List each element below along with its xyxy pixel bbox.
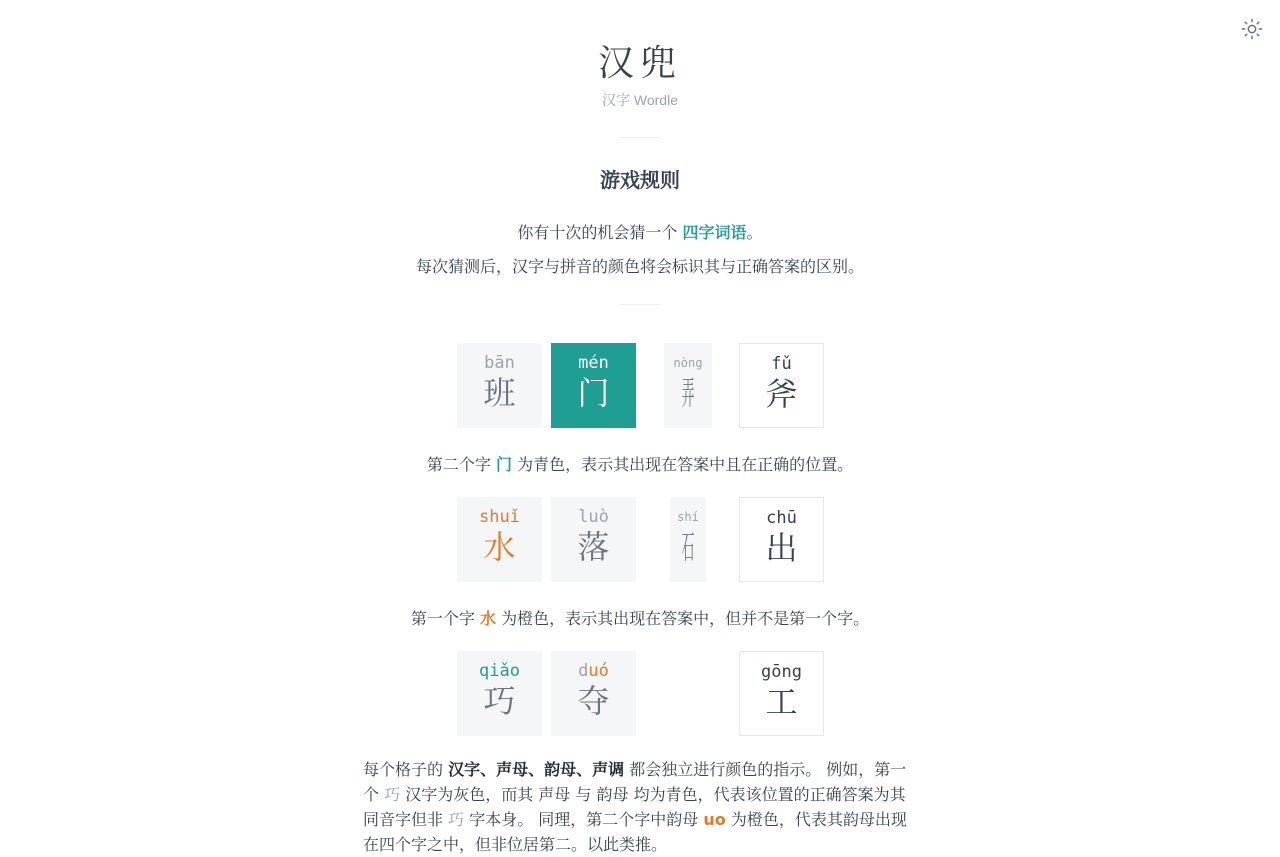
example-1-description: 第二个字 门 为青色，表示其出现在答案中且在正确的位置。 [426,455,854,474]
example-tile: gōng 工 [739,651,824,736]
example-tile-correct: mén 门 [551,343,636,428]
example-tile-flipping: nòng 弄 [664,343,712,428]
rules-intro-line-1: 你有十次的机会猜一个 四字词语。 [517,223,763,242]
sun-icon [1241,18,1263,40]
explanation-paragraph: 每个格子的 汉字、声母、韵母、声调 都会独立进行颜色的指示。 例如，第一个 巧 汉字为灰色，而其 声母 与 韵母 均为青色，代表该位置的正确答案为其同音字但非 巧 字本身。 同理，第二个字中韵母 uo 为橙色，代表其韵母出现在四个字之中，但非位居第二。以此类推。 [363,760,907,854]
app-title: 汉兜 [597,43,682,84]
header [0,40,1280,110]
divider [620,137,662,138]
example-tile-present: shuǐ 水 [457,497,542,582]
example-tile: duó 夺 [551,651,636,736]
four-char-idiom-highlight: 四字词语 [682,223,747,242]
rules-intro-line-2: 每次猜测后，汉字与拼音的颜色将会标识其与正确答案的区别。 [415,257,864,276]
divider [620,304,662,305]
example-2-description: 第一个字 水 为橙色，表示其出现在答案中，但并不是第一个字。 [410,609,870,628]
app-subtitle: 汉字 Wordle [602,92,678,108]
theme-toggle-button[interactable] [1239,16,1265,42]
example-row-2 [0,497,1280,583]
rules-title: 游戏规则 [600,168,680,192]
example-tile: bān 班 [457,343,542,428]
example-row-1 [0,343,1280,429]
example-tile: luò 落 [551,497,636,582]
example-tile: qiǎo 巧 [457,651,542,736]
example-tile: chū 出 [739,497,824,582]
example-row-3 [0,651,1280,737]
example-tile: fǔ 斧 [739,343,824,428]
example-tile-flipping: shí 石 [670,497,706,582]
